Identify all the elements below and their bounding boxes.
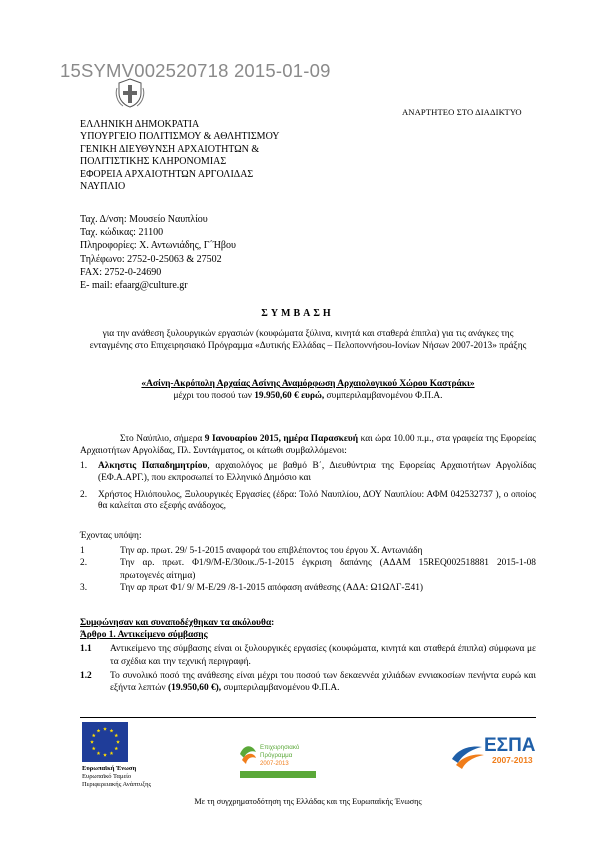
contact-phone: Τηλέφωνο: 2752-0-25063 & 27502 (80, 253, 222, 265)
agreed-colon: : (271, 618, 275, 628)
clause-amount: (19.950,60 €), (168, 683, 222, 694)
contact-address: Ταχ. Δ/νση: Μουσείο Ναυπλίου (80, 214, 208, 225)
party-item (80, 490, 536, 514)
authority-line: ΓΕΝΙΚΗ ΔΙΕΥΘΥΝΣΗ ΑΡΧΑΙΟΤΗΤΩΝ & (80, 143, 260, 155)
party-name: Αλκηστις Παπαδημητρίου (98, 461, 208, 471)
eu-flag-icon (82, 722, 128, 762)
authority-line: ΥΠΟΥΡΓΕΙΟ ΠΟΛΙΤΙΣΜΟΥ & ΑΘΛΗΤΙΣΜΟΥ (80, 131, 280, 143)
authority-line: ΕΦΟΡΕΙΑ ΑΡΧΑΙΟΤΗΤΩΝ ΑΡΓΟΛΙΔΑΣ (80, 168, 254, 180)
espa-logo (448, 729, 540, 775)
op-logo-line: 2007-2013 (260, 761, 289, 767)
clause-text: συμπεριλαμβανομένου Φ.Π.Α. (221, 683, 340, 694)
contract-subject: για την ανάθεση ξυλουργικών εργασιών (κουφώματα ξύλινα, κινητά και σταθερά έπιπλα) για τις ανάγκες της ενταγμένης στο Επιχειρησιακό Πρόγραμμα «Δυτικής Ελλάδας – Πελοποννήσου-Ιονίων Νήσων 2007-2013» πράξης (89, 329, 527, 351)
cofinancing-note: Με τη συγχρηματοδότηση της Ελλάδας και της Ευρωπαϊκής Ένωσης (194, 797, 422, 806)
amount-value: 19.950,60 € ευρώ, (254, 391, 325, 401)
intro-date: 9 Ιανουαρίου 2015, ημέρα Παρασκευή (204, 434, 359, 444)
op-logo-line: Πρόγραμμα (260, 752, 293, 759)
issuing-authority (80, 119, 280, 193)
party-number: 2. (80, 489, 88, 500)
amount-suffix: συμπεριλαμβανομένου Φ.Π.Α. (324, 391, 443, 401)
reference-item (80, 582, 536, 594)
reference-item (80, 557, 536, 581)
contact-fax: FAX: 2752-0-24690 (80, 266, 162, 278)
authority-line: ΕΛΛΗΝΙΚΗ ΔΗΜΟΚΡΑΤΙΑ (80, 119, 200, 130)
authority-line: ΠΟΛΙΤΙΣΤΙΚΗΣ ΚΛΗΡΟΝΟΜΙΑΣ (80, 156, 227, 168)
intro-text: Στο Ναύπλιο, σήμερα (120, 434, 205, 444)
intro-text: και ώρα 10.00 π.μ., στα γραφεία της Εφορείας Αρχαιοτήτων Αργολίδας, Πλ. Συντάγματος, οι κάτωθι συμβαλλόμενοι: (80, 434, 537, 456)
reference-number: 2. (80, 558, 88, 569)
clause-text: Αντικείμενο της σύμβασης είναι οι ξυλουργικές εργασίες (κουφώματα, κινητά και σταθερά έπιπλα) σύμφωνα με τα σχέδια και την τεχνική περιγραφή. (110, 644, 536, 667)
reference-text: Την αρ πρωτ Φ1/ 9/ Μ-Ε/29 /8-1-2015 απόφαση ανάθεσης (ΑΔΑ: Ω1ΩΛΓ-Ξ41) (120, 582, 424, 593)
operational-programme-logo (238, 740, 318, 780)
clause-item (80, 670, 536, 694)
project-block (80, 378, 536, 402)
document-title: ΣΥΜΒΑΣΗ (261, 308, 334, 319)
party-item (80, 461, 536, 485)
published-online-note: ΑΝΑΡΤΗΤΕΟ ΣΤΟ ΔΙΑΔΙΚΤΥΟ (402, 107, 522, 117)
document-stamp: 15SYMV002520718 2015-01-09 (60, 60, 331, 81)
references-section (80, 530, 536, 594)
contact-details (80, 213, 236, 292)
clause-text: Το συνολικό ποσό της ανάθεσης είναι μέχρι του ποσού των δεκαεννέα χιλιάδων εννιακοσίων πενήντα ευρώ και εξήντα λεπτών (110, 670, 536, 694)
intro-paragraph (80, 434, 536, 458)
reference-item (80, 545, 536, 557)
authority-line: ΝΑΥΠΛΙΟ (80, 181, 126, 193)
contact-postcode: Ταχ. κώδικας: 21100 (80, 227, 164, 239)
project-title: «Ασίνη-Ακρόπολη Αρχαίας Ασίνης Αναμόρφωση Αρχαιολογικού Χώρου Καστράκι» (141, 379, 475, 389)
eu-fund-label (82, 765, 151, 789)
clause-number: 1.2 (80, 670, 92, 681)
agreed-heading: Συμφώνησαν και συναποδέχθηκαν τα ακόλουθα (80, 618, 272, 628)
op-logo-line: Επιχειρησιακό (260, 744, 300, 751)
amount-prefix: μέχρι του ποσού των (173, 391, 255, 401)
contracting-parties (80, 461, 536, 518)
reference-text: Την αρ. πρωτ. Φ1/9/Μ-Ε/30οικ./5-1-2015 έγκριση δαπάνης (ΑΔΑΜ 15REQ002518881 2015-1-08 πρωτογενές αίτημα) (120, 558, 536, 581)
espa-logo-years: 2007-2013 (492, 755, 533, 765)
contact-info: Πληροφορίες: Χ. Αντωνιάδης, Γ΄Ήβου (80, 240, 236, 252)
reference-number: 1 (80, 546, 85, 557)
eu-fund-line: Ευρωπαϊκό Ταμείο (82, 773, 132, 780)
clause-item (80, 643, 536, 667)
clause-number: 1.1 (80, 644, 92, 655)
contract-amount (80, 390, 536, 402)
contact-email: E- mail: efaarg@culture.gr (80, 280, 188, 292)
reference-text: Την αρ. πρωτ. 29/ 5-1-2015 αναφορά του επιβλέποντος του έργου Χ. Αντωνιάδη (120, 546, 423, 557)
party-text: Χρήστος Ηλιόπουλος, Ξυλουργικές Εργασίες (έδρα: Τολό Ναυπλίου, ΔΟΥ Ναυπλίου: ΑΦΜ 042532737 ), ο οποίος θα καλείται στο εξεφής ανάδοχος, (98, 489, 536, 512)
agreement-section (80, 617, 536, 694)
espa-logo-name: ΕΣΠΑ (484, 735, 536, 756)
eu-label: Ευρωπαϊκή Ένωση (82, 765, 137, 772)
references-header: Έχοντας υπόψη: (80, 531, 142, 541)
party-number: 1. (80, 461, 88, 471)
party-text: , αρχαιολόγος με βαθμό Β΄, Διευθύντρια της Εφορείας Αρχαιοτήτων Αργολίδας (ΕΦ.Α.ΑΡΓ.), που εκπροσωπεί το Ελληνικό Δημόσιο και (98, 461, 536, 483)
reference-number: 3. (80, 582, 88, 593)
eu-fund-line: Περιφερειακής Ανάπτυξης (82, 781, 152, 788)
article-1-heading: Άρθρο 1. Αντικείμενο σύμβασης (80, 630, 208, 641)
footer-divider (80, 717, 536, 718)
